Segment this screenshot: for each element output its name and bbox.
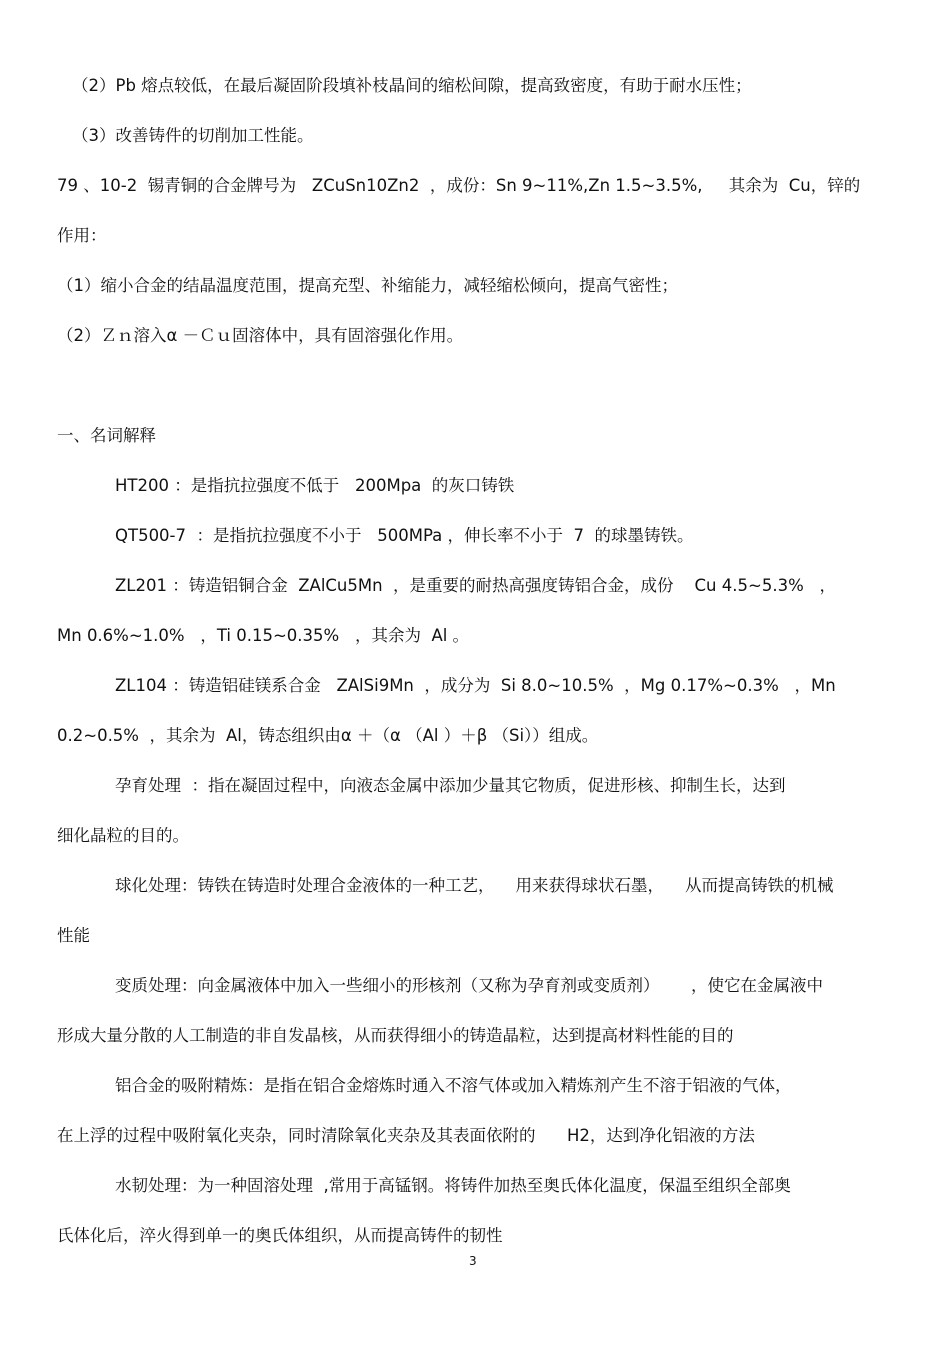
page-number: 3 — [469, 1254, 477, 1268]
lead-effect-item-3: （3）改善铸件的切削加工性能。 — [72, 126, 314, 145]
term-inoculation-line-1: 孕育处理 ：指在凝固过程中，向液态金属中添加少量其它物质，促进形核、抑制生长，达到 — [115, 776, 786, 795]
term-aluminum-refining-line-1: 铝合金的吸附精炼：是指在铝合金熔炼时通入不溶气体或加入精炼剂产生不溶于铝液的气体， — [115, 1076, 792, 1095]
term-modification-line-1: 变质处理：向金属液体中加入一些细小的形核剂（又称为孕育剂或变质剂） ，使它在金属液中 — [115, 976, 823, 995]
term-water-toughening-line-1: 水韧处理：为一种固溶处理 ,常用于高锰钢。将铸件加热至奥氏体化温度，保温至组织全部奥 — [115, 1176, 791, 1195]
term-zl201-line-1: ZL201 ：铸造铝铜合金 ZAlCu5Mn ，是重要的耐热高强度铸铝合金，成份 Cu 4.5~5.3% ， — [115, 576, 836, 595]
term-water-toughening-line-2: 氏体化后，淬火得到单一的奥氏体组织，从而提高铸件的韧性 — [57, 1226, 503, 1245]
term-inoculation-line-2: 细化晶粒的目的。 — [57, 826, 189, 845]
question-79-line-1: 79 、10-2 锡青铜的合金牌号为 ZCuSn10Zn2 ，成份：Sn 9~11%,Zn 1.5~3.5%, 其余为 Cu，锌的 — [57, 176, 861, 195]
term-spheroidizing-line-2: 性能 — [57, 926, 90, 945]
question-79-line-2: 作用： — [57, 226, 107, 245]
term-aluminum-refining-line-2: 在上浮的过程中吸附氧化夹杂，同时清除氧化夹杂及其表面依附的 H2，达到净化铝液的方法 — [57, 1126, 755, 1145]
term-zl104-line-2: 0.2~0.5% ，其余为 Al，铸态组织由α ＋（α （Al ）＋β （Si））组成。 — [57, 726, 599, 745]
term-modification-line-2: 形成大量分散的人工制造的非自发晶核，从而获得细小的铸造晶粒，达到提高材料性能的目的 — [57, 1026, 734, 1045]
zinc-effect-item-1: （1）缩小合金的结晶温度范围，提高充型、补缩能力，减轻缩松倾向，提高气密性； — [57, 276, 678, 295]
zinc-effect-item-2: （2）Ｚｎ溶入α －Ｃｕ固溶体中，具有固溶强化作用。 — [57, 326, 464, 345]
lead-effect-item-2: （2）Pb 熔点较低，在最后凝固阶段填补枝晶间的缩松间隙，提高致密度，有助于耐水压性； — [72, 76, 752, 95]
section-heading-terms: 一、名词解释 — [57, 426, 156, 445]
term-ht200: HT200 ：是指抗拉强度不低于 200Mpa 的灰口铸铁 — [115, 476, 515, 495]
term-zl104-line-1: ZL104 ：铸造铝硅镁系合金 ZAlSi9Mn ，成分为 Si 8.0~10.5% ，Mg 0.17%~0.3% ，Mn — [115, 676, 836, 695]
term-spheroidizing-line-1: 球化处理：铸铁在铸造时处理合金液体的一种工艺， 用来获得球状石墨， 从而提高铸铁的机械 — [115, 876, 834, 895]
term-zl201-line-2: Mn 0.6%~1.0% ，Ti 0.15~0.35% ，其余为 Al 。 — [57, 626, 470, 645]
term-qt500-7: QT500-7 ：是指抗拉强度不小于 500MPa ，伸长率不小于 7 的球墨铸铁。 — [115, 526, 694, 545]
